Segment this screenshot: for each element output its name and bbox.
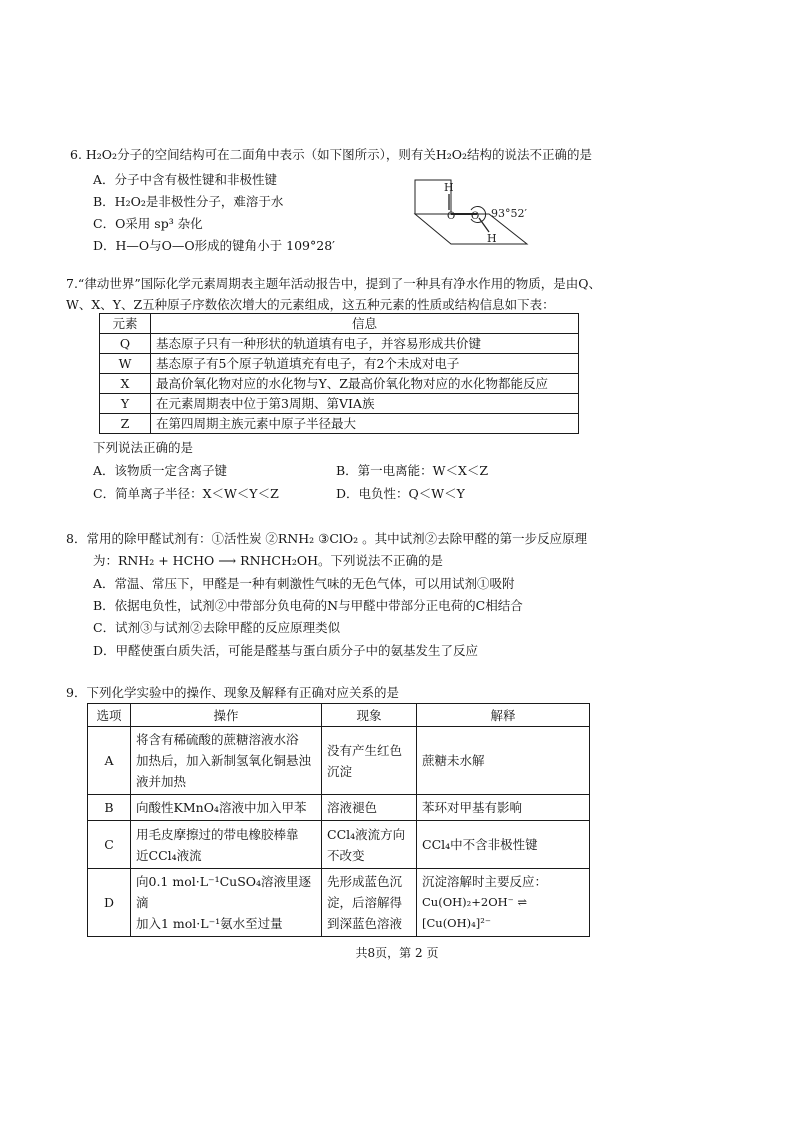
cell-line: 加热后，加入新制氢氧化铜悬浊 xyxy=(136,753,312,768)
cell-option: A xyxy=(88,727,131,795)
cell-line: 将含有稀硫酸的蔗糖溶液水浴 xyxy=(136,732,299,747)
cell-line: 没有产生红色 xyxy=(327,742,403,758)
table-row xyxy=(100,374,579,394)
cell-info: 最高价氧化物对应的水化物与Y、Z最高价氧化物对应的水化物都能反应 xyxy=(151,374,579,394)
table-header-row xyxy=(88,704,590,727)
cell-line: 液并加热 xyxy=(136,774,187,789)
h2o2-dihedral-figure xyxy=(405,172,535,254)
q7-stem-line2: W、X、Y、Z五种原子序数依次增大的元素组成，这五种元素的性质或结构信息如下表： xyxy=(66,297,555,312)
q8-option-a: A．常温、常压下，甲醛是一种有刺激性气味的无色气体，可以用试剂①吸附 xyxy=(93,576,515,591)
cell-operation xyxy=(131,869,322,937)
q9-experiment-table xyxy=(87,703,590,937)
q6-option-d: D．H—O与O—O形成的键角小于 109°28′ xyxy=(93,238,335,253)
q8-option-c: C．试剂③与试剂②去除甲醛的反应原理类似 xyxy=(93,620,341,635)
cell-info: 在第四周期主族元素中原子半径最大 xyxy=(151,414,579,434)
cell-operation xyxy=(131,795,322,821)
header-phenomenon: 现象 xyxy=(322,704,417,727)
cell-explanation xyxy=(417,795,590,821)
table-row xyxy=(88,795,590,821)
q9-stem: 9．下列化学实验中的操作、现象及解释有正确对应关系的是 xyxy=(66,685,399,700)
header-option: 选项 xyxy=(88,704,131,727)
q6-option-a: A．分子中含有极性键和非极性键 xyxy=(93,172,278,187)
table-header-row xyxy=(100,314,579,334)
q7-option-a: A．该物质一定含离子键 xyxy=(93,463,228,478)
table-row xyxy=(88,727,590,795)
header-element: 元素 xyxy=(100,314,151,334)
q8-option-b: B．依据电负性，试剂②中带部分负电荷的N与甲醛中带部分正电荷的C相结合 xyxy=(93,598,523,613)
label-h-bottom: H xyxy=(487,232,497,245)
cell-line: 向0.1 mol·L⁻¹CuSO₄溶液里逐滴 xyxy=(136,874,312,910)
cell-explanation xyxy=(417,727,590,795)
cell-line: Cu(OH)₂+2OH⁻ ⇌ [Cu(OH)₄]²⁻ xyxy=(422,895,528,930)
cell-line: 苯环对甲基有影响 xyxy=(422,800,523,815)
cell-line: 淀，后溶解得 xyxy=(327,895,403,910)
q7-option-b: B．第一电离能：W＜X＜Z xyxy=(336,463,489,478)
cell-explanation xyxy=(417,821,590,869)
q7-element-table xyxy=(99,313,579,434)
cell-line: 先形成蓝色沉 xyxy=(327,874,403,889)
q8-stem-line2: 为：RNH₂ + HCHO ⟶ RNHCH₂OH。下列说法不正确的是 xyxy=(93,553,444,568)
cell-line: 沉淀溶解时主要反应： xyxy=(422,874,548,889)
cell-explanation xyxy=(417,869,590,937)
cell-element: Z xyxy=(100,414,151,434)
cell-line: CCl₄液流方向 xyxy=(327,826,406,842)
cell-line: 加入1 mol·L⁻¹氨水至过量 xyxy=(136,916,283,931)
cell-line: 近CCl₄液流 xyxy=(136,847,202,863)
cell-info: 基态原子只有一种形状的轨道填有电子，并容易形成共价键 xyxy=(151,334,579,354)
cell-line: 用毛皮摩擦过的带电橡胶棒靠 xyxy=(136,826,299,842)
label-h-top: H xyxy=(444,181,454,194)
cell-operation xyxy=(131,727,322,795)
q8-option-d: D．甲醛使蛋白质失活，可能是醛基与蛋白质分子中的氨基发生了反应 xyxy=(93,643,479,658)
table-row xyxy=(88,869,590,937)
page-footer: 共8页，第 2 页 xyxy=(355,946,439,960)
table-row xyxy=(100,414,579,434)
cell-element: X xyxy=(100,374,151,394)
q7-stem-line1: 7.“律动世界”国际化学元素周期表主题年活动报告中，提到了一种具有净水作用的物质，是由Q、 xyxy=(66,276,601,291)
q6-option-b: B．H₂O₂是非极性分子，难溶于水 xyxy=(93,194,284,209)
header-info: 信息 xyxy=(151,314,579,334)
cell-line: 沉淀 xyxy=(327,763,353,779)
cell-element: Q xyxy=(100,334,151,354)
cell-phenomenon xyxy=(322,821,417,869)
q6-stem: 6. H₂O₂分子的空间结构可在二面角中表示（如下图所示），则有关H₂O₂结构的说法不正确的是 xyxy=(70,147,592,162)
table-row xyxy=(100,394,579,414)
cell-phenomenon xyxy=(322,869,417,937)
q7-option-c: C．简单离子半径：X＜W＜Y＜Z xyxy=(93,486,279,501)
cell-option: C xyxy=(88,821,131,869)
cell-line: 不改变 xyxy=(327,847,365,863)
q7-prompt: 下列说法正确的是 xyxy=(93,440,194,455)
cell-element: Y xyxy=(100,394,151,414)
cell-line: 到深蓝色溶液 xyxy=(327,916,403,931)
cell-line: CCl₄中不含非极性键 xyxy=(422,837,538,852)
cell-phenomenon xyxy=(322,727,417,795)
cell-operation xyxy=(131,821,322,869)
label-o-right: O xyxy=(471,211,480,222)
q6-option-c: C．O采用 sp³ 杂化 xyxy=(93,216,203,231)
cell-line: 溶液褪色 xyxy=(327,800,378,815)
header-operation: 操作 xyxy=(131,704,322,727)
table-row xyxy=(88,821,590,869)
cell-element: W xyxy=(100,354,151,374)
cell-phenomenon xyxy=(322,795,417,821)
label-dihedral-angle: 93°52′ xyxy=(491,207,527,220)
cell-option: D xyxy=(88,869,131,937)
label-o-left: O xyxy=(447,211,456,222)
cell-line: 蔗糖未水解 xyxy=(422,753,485,768)
table-row xyxy=(100,354,579,374)
table-row xyxy=(100,334,579,354)
q8-stem-line1: 8．常用的除甲醛试剂有：①活性炭 ②RNH₂ ③ClO₂ 。其中试剂②去除甲醛的第一步反应原理 xyxy=(66,531,588,546)
cell-info: 基态原子有5个原子轨道填充有电子，有2个未成对电子 xyxy=(151,354,579,374)
cell-line: 向酸性KMnO₄溶液中加入甲苯 xyxy=(136,800,307,815)
cell-option: B xyxy=(88,795,131,821)
cell-info: 在元素周期表中位于第3周期、第VIA族 xyxy=(151,394,579,414)
header-explanation: 解释 xyxy=(417,704,590,727)
q7-option-d: D．电负性：Q＜W＜Y xyxy=(336,486,465,501)
